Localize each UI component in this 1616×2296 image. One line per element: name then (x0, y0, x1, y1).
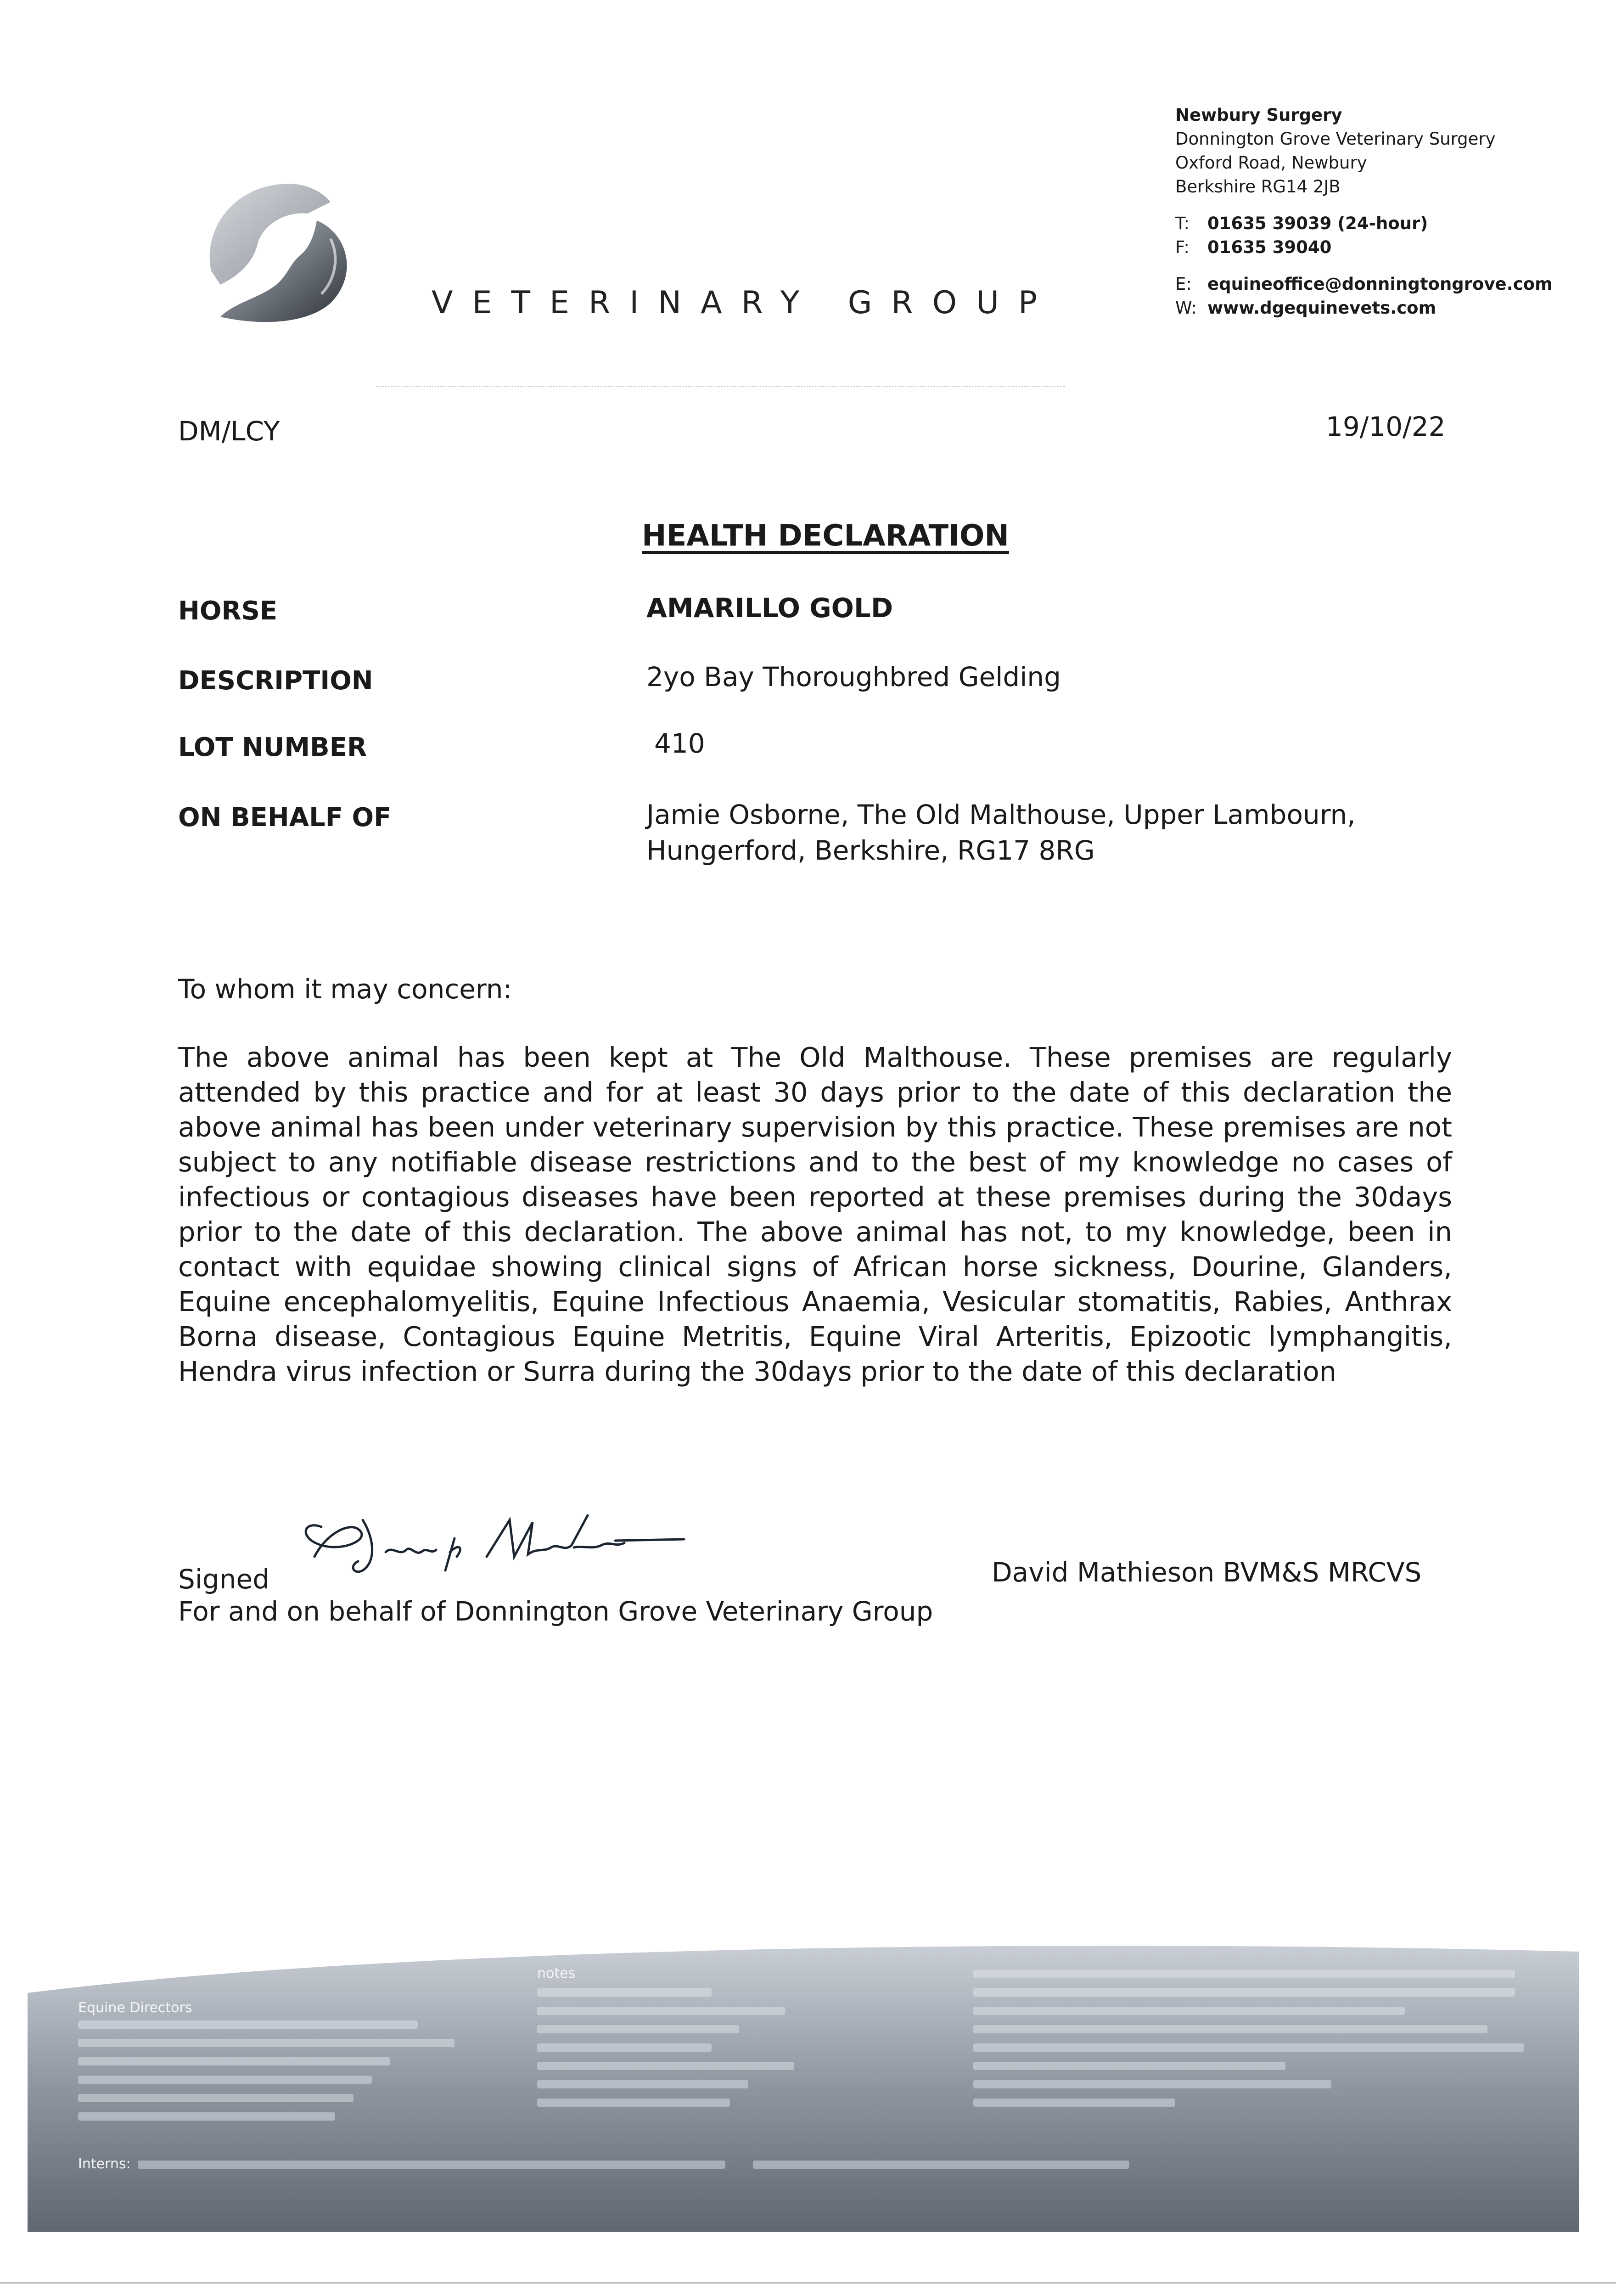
footer-directors-label: Equine Directors (78, 2000, 192, 2016)
address-line-1: Donnington Grove Veterinary Surgery (1175, 129, 1496, 149)
web-address: www.dgequinevets.com (1207, 298, 1436, 318)
header-divider (376, 386, 1065, 387)
field-label-on-behalf-of: ON BEHALF OF (178, 803, 392, 833)
footer-staff-list (64, 1952, 1561, 2227)
greeting: To whom it may concern: (178, 974, 512, 1005)
field-label-horse: HORSE (178, 596, 278, 626)
email-address: equineoffice@donningtongrove.com (1207, 274, 1553, 294)
phone-number: 01635 39039 (24-hour) (1207, 214, 1428, 233)
field-value-description: 2yo Bay Thoroughbred Gelding (646, 661, 1061, 692)
signatory-name: David Mathieson BVM&S MRCVS (992, 1557, 1422, 1588)
fax-number: 01635 39040 (1207, 237, 1332, 257)
phone-row (1175, 212, 1553, 236)
letterhead-group-text: VETERINARY GROUP (432, 285, 1056, 321)
practice-address-block (1175, 103, 1553, 320)
footer-interns-label: Interns: (78, 2156, 131, 2172)
email-row (1175, 272, 1553, 296)
surgery-name: Newbury Surgery (1175, 105, 1342, 125)
phone-label: T: (1175, 214, 1190, 233)
email-label: E: (1175, 274, 1192, 294)
fax-row (1175, 236, 1553, 259)
field-value-on-behalf-of-line2: Hungerford, Berkshire, RG17 8RG (646, 835, 1095, 866)
address-line-3: Berkshire RG14 2JB (1175, 177, 1341, 197)
document-title: HEALTH DECLARATION (642, 519, 1009, 553)
field-label-description: DESCRIPTION (178, 666, 373, 696)
signed-label: Signed (178, 1564, 270, 1595)
field-value-on-behalf-of-line1: Jamie Osborne, The Old Malthouse, Upper Lambourn, (646, 799, 1356, 830)
letter-date: 19/10/22 (1326, 411, 1446, 442)
behalf-line: For and on behalf of Donnington Grove Veterinary Group (178, 1596, 933, 1627)
web-row (1175, 296, 1553, 320)
web-label: W: (1175, 298, 1197, 318)
fax-label: F: (1175, 237, 1190, 257)
field-value-lot-number: 410 (654, 728, 705, 759)
field-label-lot-number: LOT NUMBER (178, 732, 367, 762)
bottom-border (0, 2282, 1616, 2284)
letter-reference: DM/LCY (178, 416, 280, 447)
declaration-body: The above animal has been kept at The Old Malthouse. These premises are regularly attended by this practice and for at least 30 days prior to the date of this declaration the above animal has been under veterinary supervision by this practice. These premises are not subject to any notifiable disease restrictions and to the best of my knowledge no cases of infectious or contagious diseases have been reported at these premises during the 30days prior to the date of this declaration. The above animal has not, to my knowledge, been in contact with equidae showing clinical signs of African horse sickness, Dourine, Glanders, Equine encephalomyelitis, Equine Infectious Anaemia, Vesicular stomatitis, Rabies, Anthrax Borna disease, Contagious Equine Metritis, Equine Viral Arteritis, Epizootic lymphangitis, Hendra virus infection or Surra during the 30days prior to the date of this declaration (178, 1041, 1452, 1387)
field-value-horse: AMARILLO GOLD (646, 592, 893, 624)
horse-head-logo-icon (193, 165, 367, 340)
footer-notes-label: notes (537, 1965, 576, 1981)
address-line-2: Oxford Road, Newbury (1175, 153, 1367, 173)
handwritten-signature (294, 1502, 689, 1580)
